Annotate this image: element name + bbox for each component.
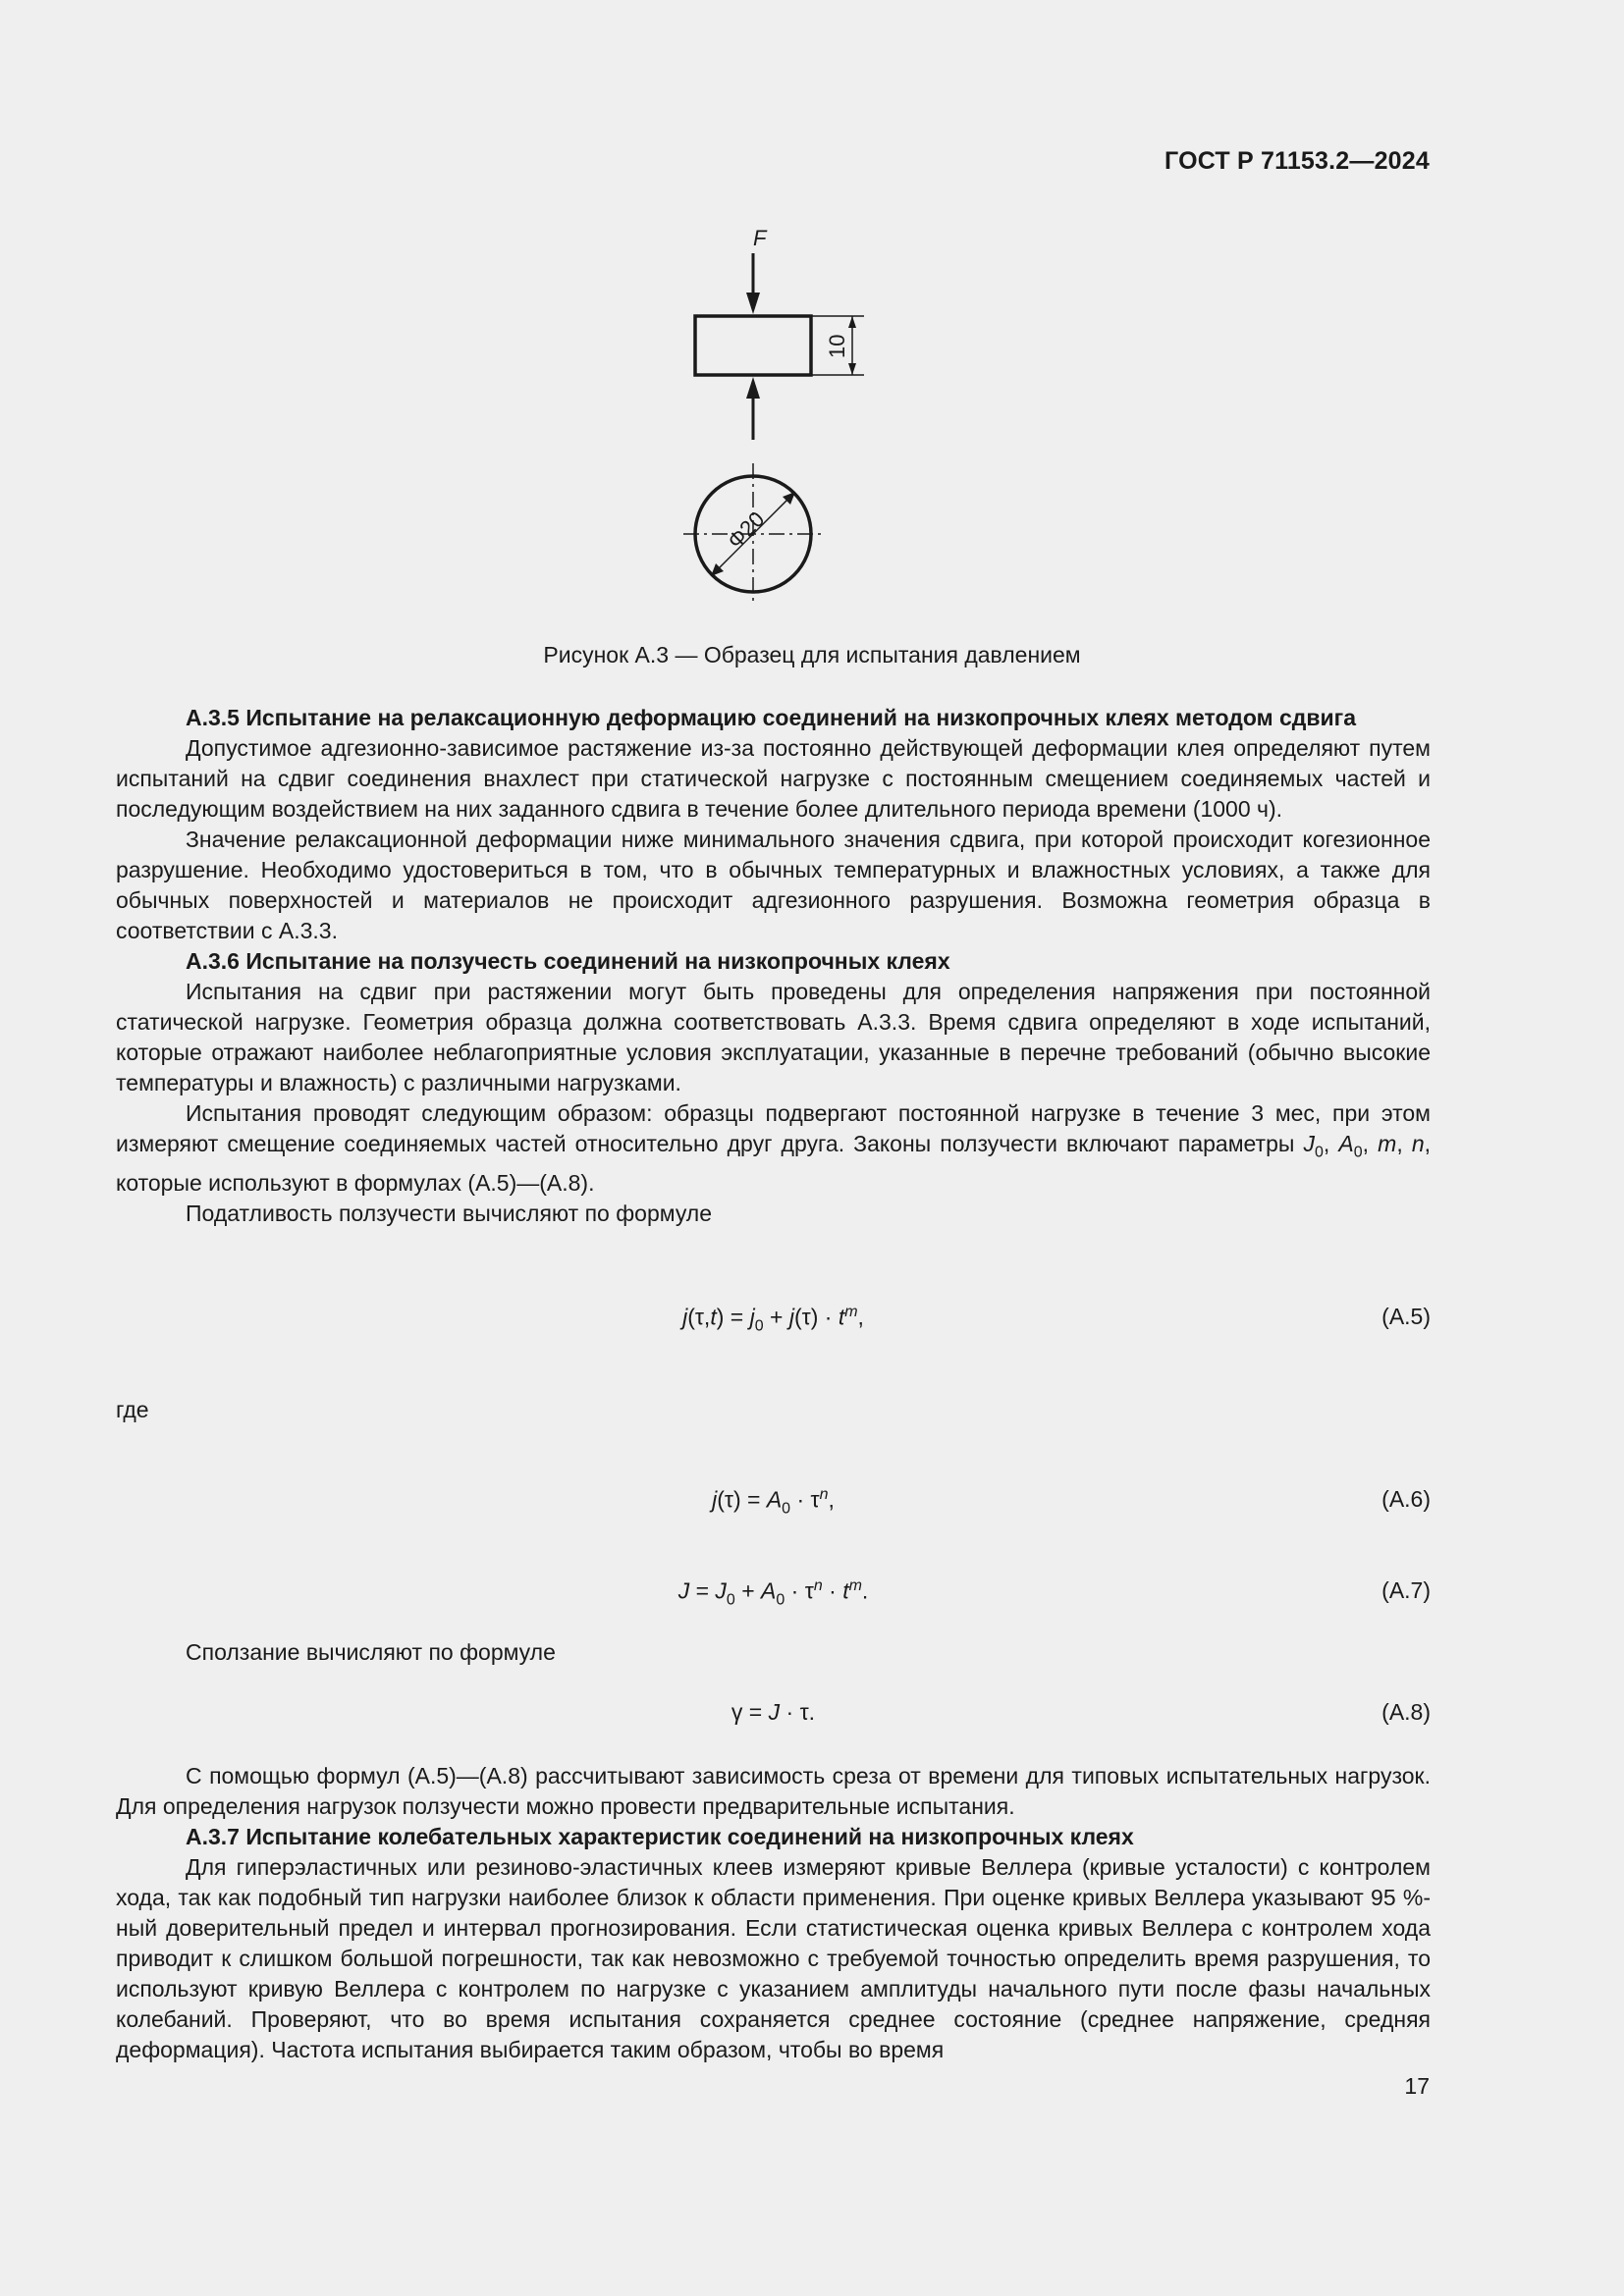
formula-a7-row (116, 1577, 1431, 1609)
formula-a5: $j(\tau,t) = j_0 + j(\tau) \cdot t^m$, (682, 1304, 864, 1335)
formula-a5-row (116, 1304, 1431, 1335)
section-a35-paragraph-2: Значение релаксационной деформации ниже минимального значения сдвига, при которой происходит когезионное разрушение. Необходимо удостовериться в том, что в обычных температурных и влажностных условиях, а также для обычных поверхностей и материалов не происходит адгезионного разрушения. Возможна геометрия образца в соответствии с А.3.3. (116, 827, 1431, 943)
formula-a6-row (116, 1486, 1431, 1518)
formula-a8: γ = J · τ. (731, 1699, 816, 1725)
height-dimension-label: 10 (825, 334, 849, 358)
creep-intro: Сползание вычисляют по формуле (186, 1639, 556, 1665)
section-a36-paragraph-2: Испытания проводят следующим образом: образцы подвергают постоянной нагрузке в течение 3 мес, при этом измеряют смещение соединяемых частей относительно друг друга. Законы ползучести включают параметры $J_0$, $A_0$, m, n, которые используют в формулах (А.5)—(А.8). (116, 1100, 1432, 1196)
force-arrow-bottom (746, 377, 760, 440)
where-label: где (116, 1397, 149, 1422)
formula-a6-number: (А.6) (1381, 1486, 1431, 1512)
figure-caption: Рисунок А.3 — Образец для испытания давлением (543, 642, 1081, 667)
force-arrow-top (746, 253, 760, 314)
section-a36-paragraph-3: Податливость ползучести вычисляют по формуле (186, 1200, 713, 1226)
force-label: F (753, 226, 767, 250)
section-a36-paragraph-2-tail: , которые используют в формулах (А.5)—(А.8). (116, 1131, 1432, 1196)
section-a35-heading: А.3.5 Испытание на релаксационную деформацию соединений на низкопрочных клеях методом сдвига (186, 705, 1357, 730)
diameter-dimension-label: Φ20 (722, 507, 770, 554)
section-a35-paragraph-1: Допустимое адгезионно-зависимое растяжение из-за постоянно действующей деформации клея определяют путем испытаний на сдвиг соединения внахлест при статической нагрузке с постоянным смещением соединяемых частей и последующим воздействием на них заданного сдвига в течение более длительного периода времени (1000 ч). (116, 735, 1431, 822)
page-number: 17 (1404, 2073, 1430, 2099)
specimen-figure (668, 216, 849, 609)
formula-a5-number: (А.5) (1381, 1304, 1431, 1329)
section-a36-heading: А.3.6 Испытание на ползучесть соединений на низкопрочных клеях (186, 948, 950, 974)
section-a35 (116, 703, 1431, 1229)
section-a37 (116, 1761, 1431, 2065)
formula-a7: $J = J_0 + A_0 \cdot \tau^n \cdot t^m$. (677, 1577, 869, 1609)
section-a36-paragraph-4: С помощью формул (А.5)—(А.8) рассчитывают зависимость среза от времени для типовых испытательных нагрузок. Для определения нагрузок ползучести можно провести предварительные испытания. (116, 1763, 1431, 1819)
formula-a7-number: (А.7) (1381, 1577, 1431, 1603)
section-a37-heading: А.3.7 Испытание колебательных характеристик соединений на низкопрочных клеях (186, 1824, 1134, 1849)
specimen-side-view (695, 316, 811, 375)
section-a36-paragraph-2-text: Испытания проводят следующим образом: образцы подвергают постоянной нагрузке в течение 3 мес, при этом измеряют смещение соединяемых частей относительно друг друга. Законы ползучести включают параметры (116, 1100, 1431, 1156)
section-a36-paragraph-1: Испытания на сдвиг при растяжении могут быть проведены для определения напряжения при постоянной статической нагрузке. Геометрия образца должна соответствовать А.3.3. Время сдвига определяют в ходе испытаний, которые отражают наиболее неблагоприятные условия эксплуатации, указанные в перечне требований (обычно высокие температуры и влажность) с различными нагрузками. (116, 979, 1431, 1095)
formula-a6: $j(\tau) = A_0 \cdot \tau^n$, (712, 1486, 835, 1518)
formula-a8-row (116, 1699, 1431, 1731)
formula-a8-number: (А.8) (1381, 1699, 1431, 1725)
section-a37-paragraph-1: Для гиперэластичных или резиново-эластичных клеев измеряют кривые Веллера (кривые усталости) с контролем хода, так как подобный тип нагрузки наиболее близок к области применения. При оценке кривых Веллера указывают 95 %-ный доверительный предел и интервал прогнозирования. Если статистическая оценка кривых Веллера с контролем хода приводит к слишком большой погрешности, так как невозможно с требуемой точностью определить время разрушения, то используют кривую Веллера с контролем по нагрузке с указанием амплитуды начального пути после фазы начальных колебаний. Проверяют, что во время испытания сохраняется среднее состояние (среднее напряжение, средняя деформация). Частота испытания выбирается таким образом, чтобы во время (116, 1854, 1431, 2062)
document-code: ГОСТ Р 71153.2—2024 (1164, 147, 1430, 175)
